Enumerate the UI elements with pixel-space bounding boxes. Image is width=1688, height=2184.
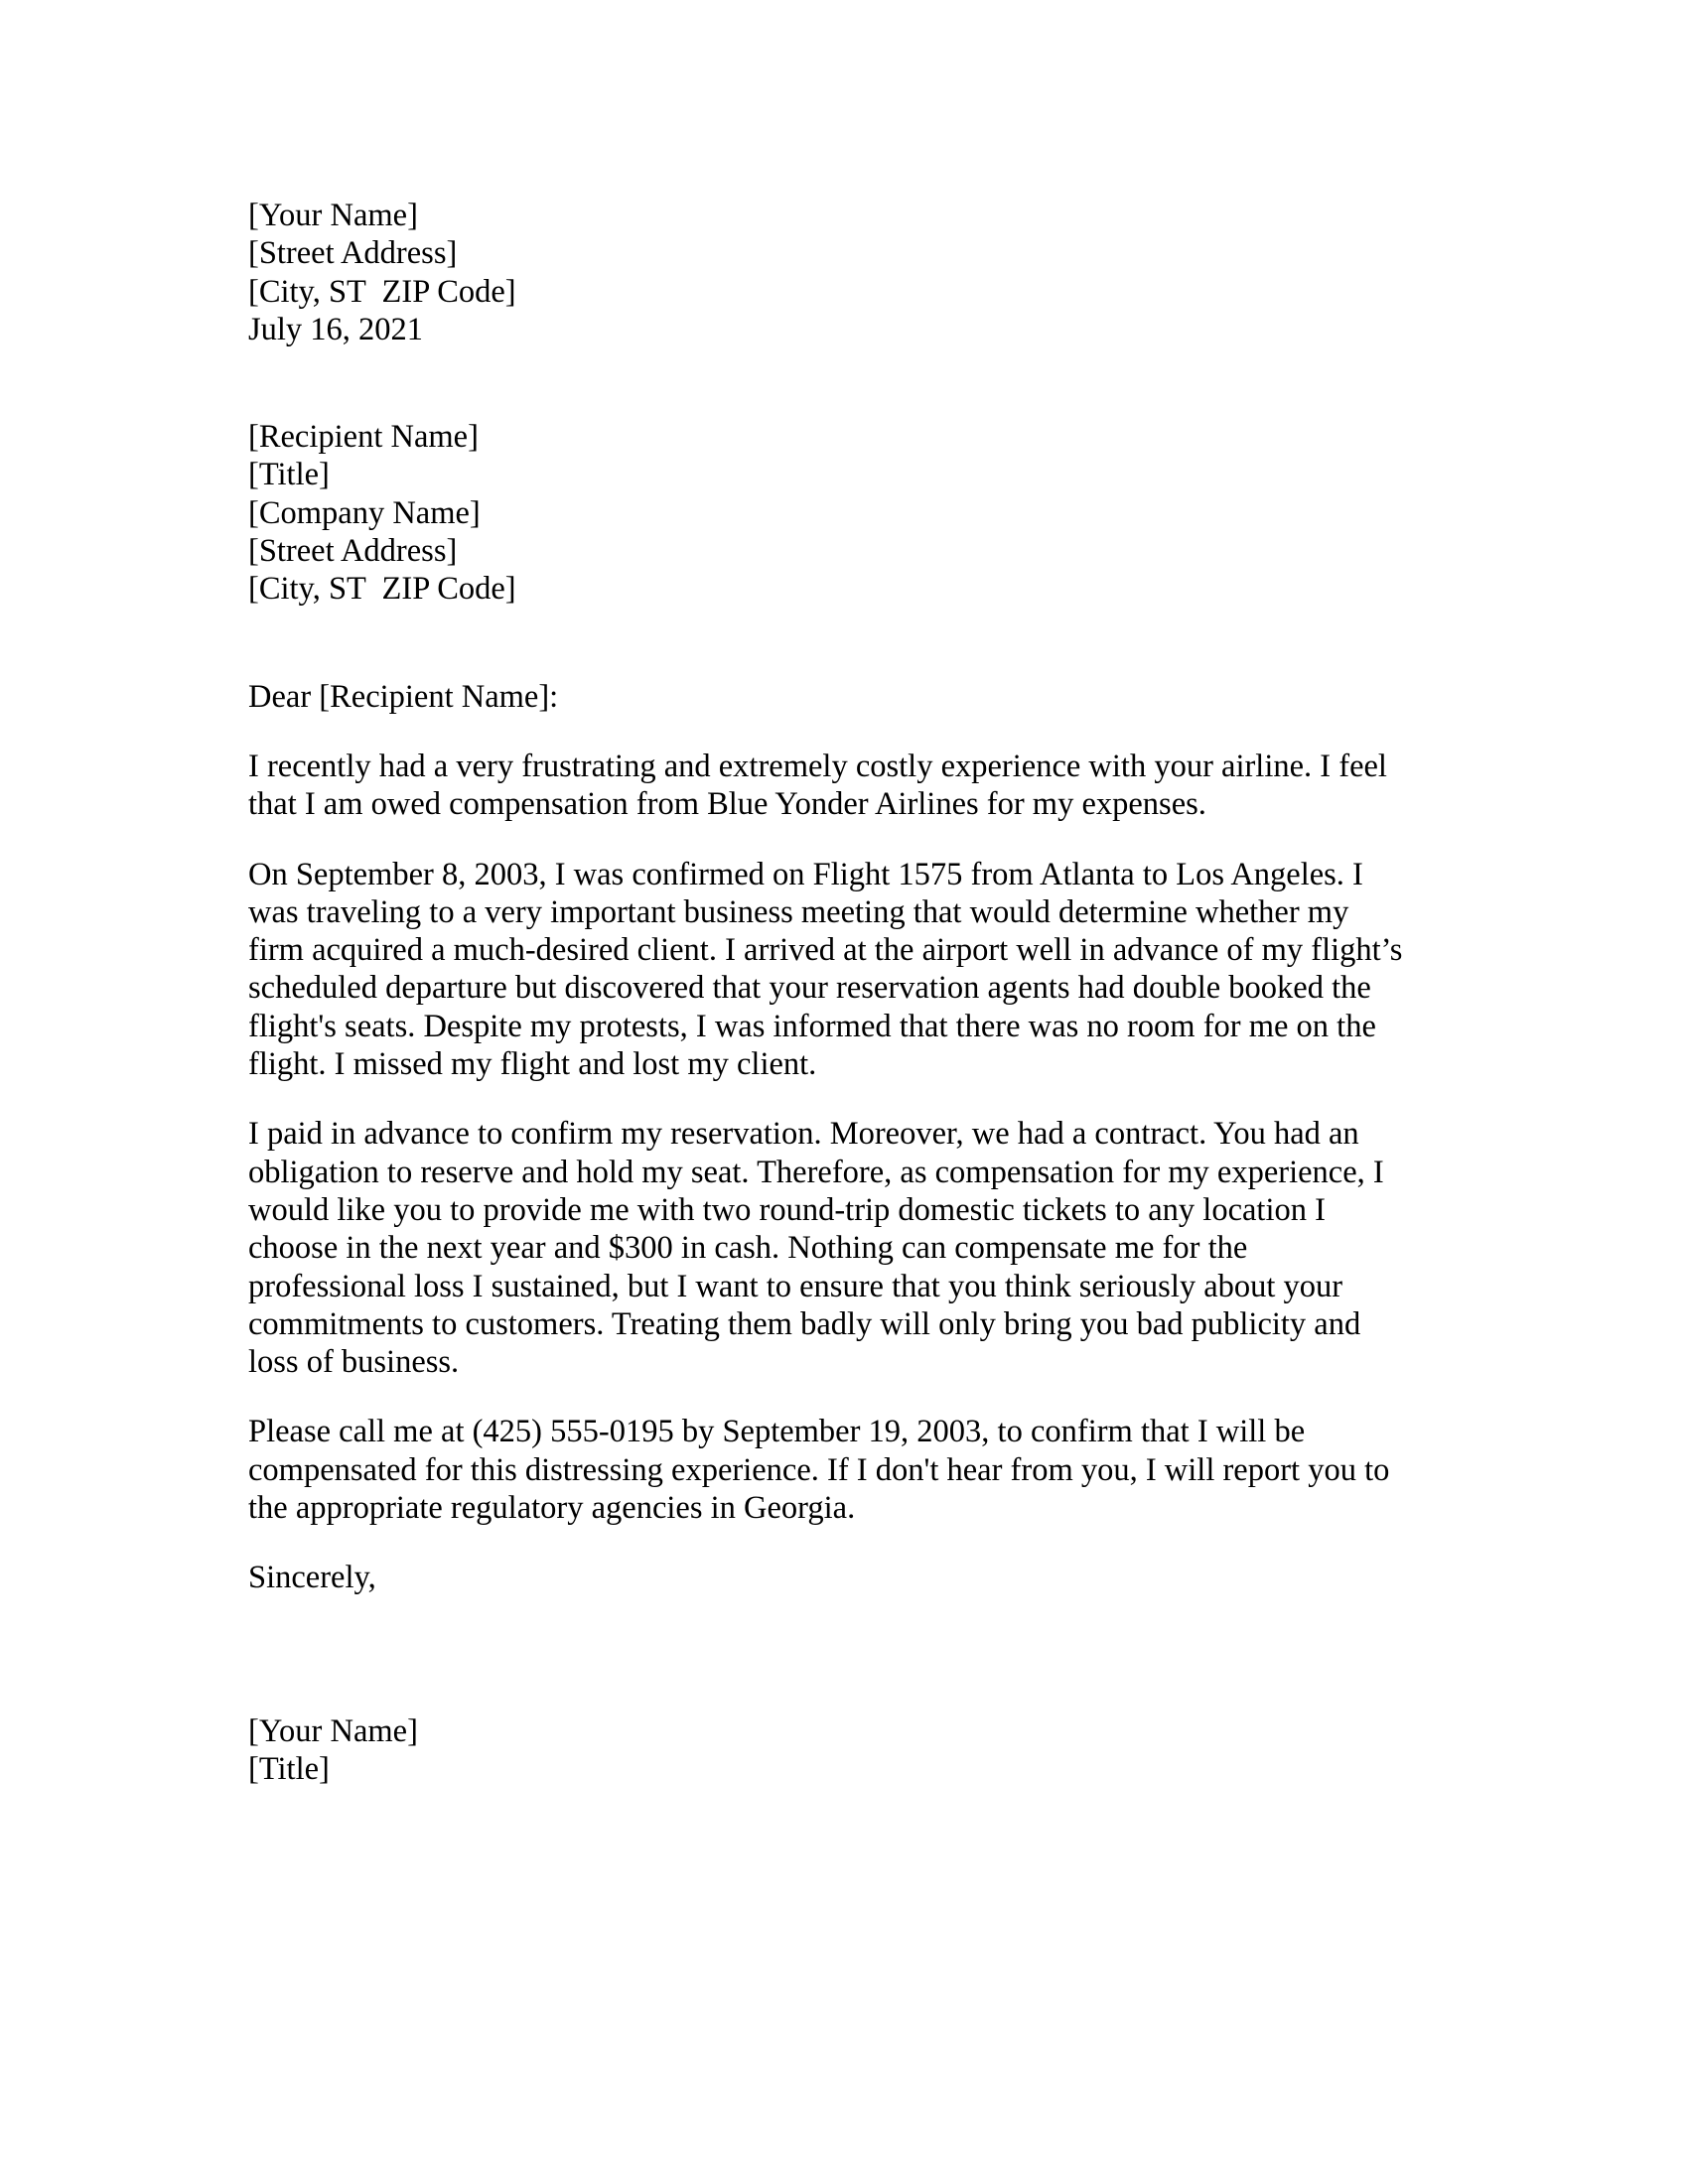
salutation: Dear [Recipient Name]:	[248, 678, 559, 715]
recipient-title: [Title]	[248, 457, 330, 493]
recipient-city-line: [City, ST ZIP Code]	[248, 571, 516, 608]
sender-name: [Your Name]	[248, 198, 418, 233]
sender-street: [Street Address]	[248, 235, 458, 272]
signature-title: [Title]	[248, 1750, 330, 1787]
recipient-street: [Street Address]	[248, 533, 458, 570]
closing: Sincerely,	[248, 1560, 376, 1596]
recipient-address-block	[248, 418, 1460, 608]
body-paragraph-3: I paid in advance to confirm my reservation. Moreover, we had a contract. You had an obligation to reserve and hold my seat. Therefore, as compensation for my experience, I would like you to provide me with two round-trip domestic tickets to any location I choose in the next year and $300 in cash. Nothing can compensate me for the professional loss I sustained, but I want to ensure that you think seriously about your commitments to customers. Treating them badly will only bring you bad publicity and loss of business.	[248, 1116, 1384, 1381]
letter-date: July 16, 2021	[248, 311, 424, 347]
recipient-name: [Recipient Name]	[248, 419, 479, 456]
sender-address-block	[248, 197, 1460, 348]
body-paragraph-1: I recently had a very frustrating and extremely costly experience with your airline. I feel that I am owed compensation from Blue Yonder Airlines for my expenses.	[248, 748, 1387, 823]
recipient-company: [Company Name]	[248, 494, 481, 531]
sender-city-line: [City, ST ZIP Code]	[248, 273, 516, 310]
letter-body	[248, 197, 1460, 1788]
body-paragraph-2: On September 8, 2003, I was confirmed on Flight 1575 from Atlanta to Los Angeles. I was traveling to a very important business meeting that would determine whether my firm acquired a much-desired client. I arrived at the airport well in advance of my flight’s scheduled departure but discovered that your reservation agents had double booked the flight's seats. Despite my protests, I was informed that there was no room for me on the flight. I missed my flight and lost my client.	[248, 856, 1403, 1083]
body-paragraph-4: Please call me at (425) 555-0195 by September 19, 2003, to confirm that I will be compensated for this distressing experience. If I don't hear from you, I will report you to the appropriate regulatory agencies in Georgia.	[248, 1414, 1390, 1527]
signature-block	[248, 1712, 1460, 1789]
signature-name: [Your Name]	[248, 1712, 418, 1749]
